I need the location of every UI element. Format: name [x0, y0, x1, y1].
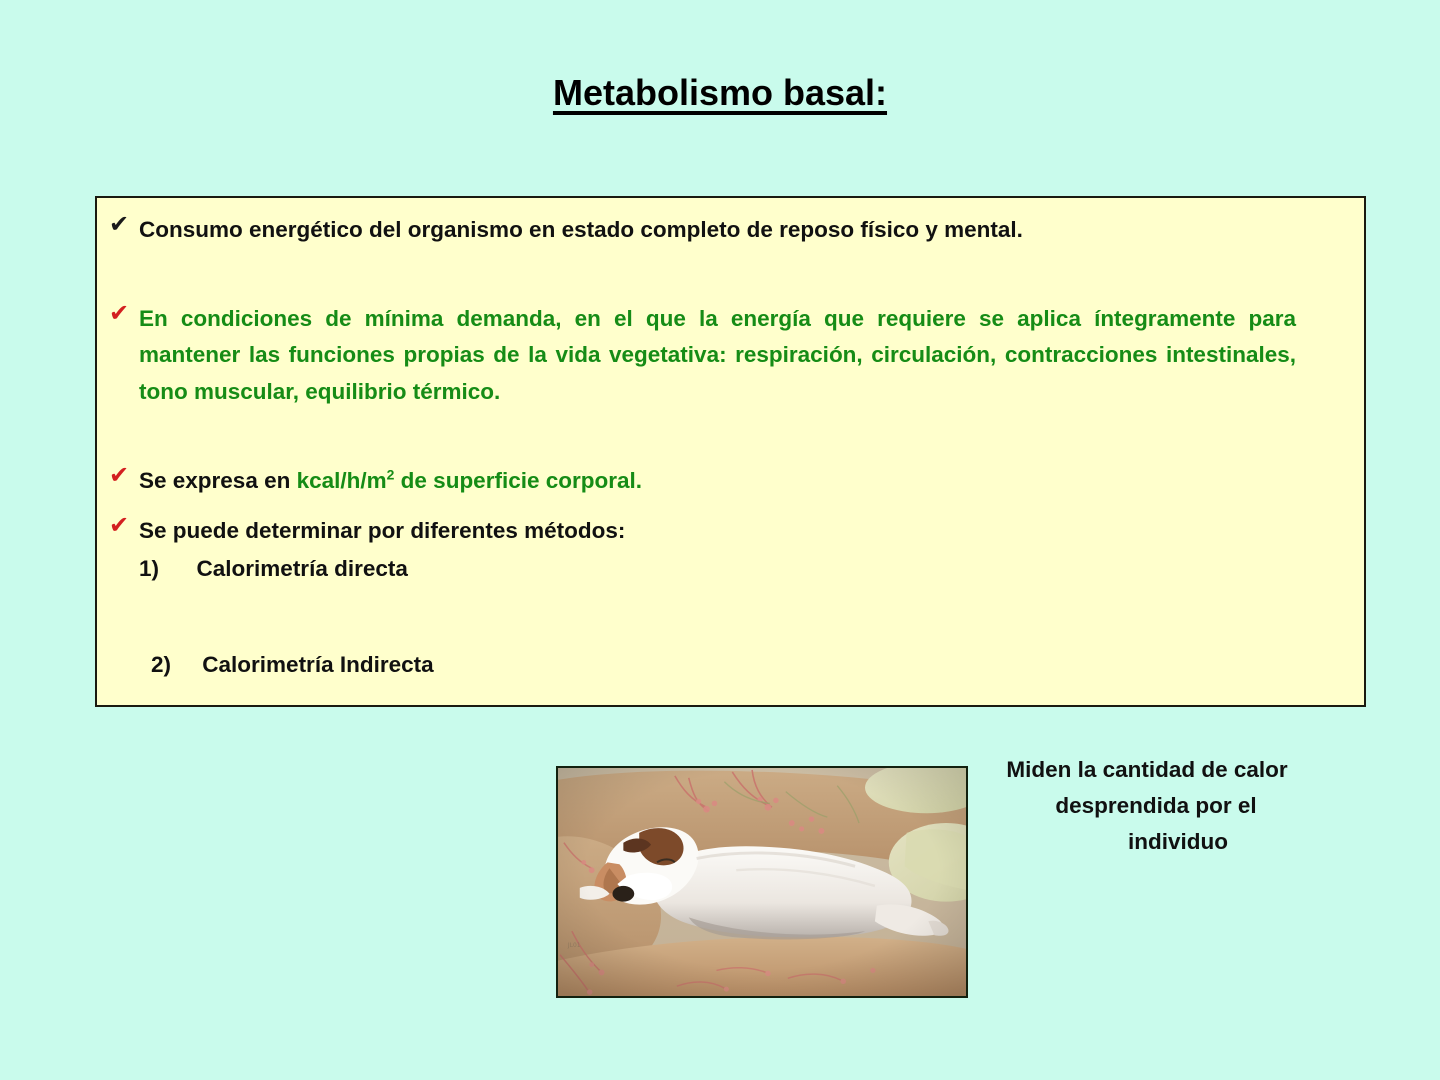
arrow-caption [937, 752, 1357, 860]
bullet-text-4: Se puede determinar por diferentes métodos: [139, 518, 626, 543]
method-1-label: Calorimetría directa [196, 556, 408, 582]
method-item-2 [139, 647, 1296, 683]
bullet-text-2: En condiciones de mínima demanda, en el que la energía que requiere se aplica íntegramente para mantener las funciones propias de la vida vegetativa: respiración, circulación, contracciones intestinales, tono muscular, equilibrio térmico. [139, 306, 1296, 404]
checkmark-icon: ✔ [109, 462, 130, 489]
arrow-caption-line-3: individuo [1128, 829, 1228, 854]
method-item-1 [139, 551, 1296, 587]
checkmark-icon: ✔ [109, 300, 130, 327]
arrow-caption-line-1: Miden la cantidad de calor [1006, 757, 1288, 782]
bullet-3-prefix: Se expresa en [139, 468, 297, 493]
sleeping-dog-photo [556, 766, 968, 998]
checkmark-icon: ✔ [109, 512, 130, 539]
bullet-3-suffix: de superficie corporal. [394, 468, 642, 493]
bullet-item-2 [97, 301, 1357, 410]
page-title [0, 72, 1440, 114]
bullet-item-1 [97, 212, 1357, 248]
content-box [95, 196, 1366, 854]
bullet-3-unit: kcal/h/m [296, 468, 387, 493]
bullet-item-3 [97, 463, 1357, 499]
arrow-caption-line-2: desprendida por el [1055, 793, 1257, 818]
method-1-number: 1) [139, 556, 160, 582]
bullet-3-superscript: 2 [386, 466, 395, 483]
bullet-text-1: Consumo energético del organismo en estado completo de reposo físico y mental. [139, 217, 1023, 242]
bullet-item-4 [97, 513, 1357, 683]
bullet-text-3 [139, 463, 1296, 499]
method-2-label: Calorimetría Indirecta [202, 651, 434, 677]
checkmark-icon: ✔ [109, 211, 130, 238]
method-2-number: 2) [151, 651, 172, 677]
page-title-text: Metabolismo basal: [552, 72, 888, 113]
bullet-text-4-wrapper [139, 513, 1296, 683]
